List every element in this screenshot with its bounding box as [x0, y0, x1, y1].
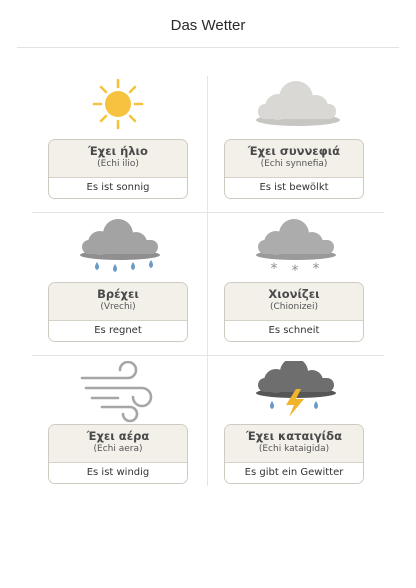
german-translation: Es regnet: [49, 321, 187, 341]
transliteration: (Echi kataigida): [258, 444, 330, 454]
thunderstorm-icon: [208, 361, 384, 423]
sun-icon: [32, 76, 208, 138]
svg-text:*: *: [291, 263, 299, 279]
german-translation: Es schneit: [225, 321, 363, 341]
snow-cloud-icon: [208, 219, 384, 281]
transliteration: (Echi ilio): [97, 159, 139, 169]
weather-card-snow: [208, 219, 384, 359]
greek-phrase: Βρέχει: [97, 287, 139, 301]
phrase-card: [48, 282, 188, 342]
greek-phrase: Έχει αέρα: [86, 429, 150, 443]
weather-card-rain: [32, 219, 208, 359]
weather-card-wind: [32, 361, 208, 501]
weather-card-sunny: [32, 76, 208, 216]
german-translation: Es ist bewölkt: [225, 178, 363, 198]
greek-phrase: Χιονίζει: [268, 287, 320, 301]
cloud-icon: [208, 76, 384, 138]
weather-card-cloudy: [208, 76, 384, 216]
transliteration: (Vrechi): [100, 302, 136, 312]
phrase-card: [224, 139, 364, 199]
transliteration: (Echi aera): [93, 444, 143, 454]
transliteration: (Chionizei): [270, 302, 318, 312]
title-divider: [17, 47, 399, 48]
german-translation: Es ist sonnig: [49, 178, 187, 198]
page-title: Das Wetter: [170, 17, 246, 34]
german-translation: Es gibt ein Gewitter: [225, 463, 363, 483]
greek-phrase: Έχει καταιγίδα: [246, 429, 342, 443]
wind-icon: [32, 361, 208, 423]
rain-cloud-icon: [32, 219, 208, 281]
weather-card-thunderstorm: [208, 361, 384, 501]
phrase-card: [48, 139, 188, 199]
phrase-card: [48, 424, 188, 484]
greek-phrase: Έχει συννεφιά: [247, 144, 341, 158]
greek-phrase: Έχει ήλιο: [88, 144, 148, 158]
phrase-card: [224, 282, 364, 342]
phrase-card: [224, 424, 364, 484]
svg-text:*: *: [312, 261, 320, 277]
german-translation: Es ist windig: [49, 463, 187, 483]
svg-text:*: *: [270, 261, 278, 277]
transliteration: (Echi synnefia): [260, 159, 328, 169]
